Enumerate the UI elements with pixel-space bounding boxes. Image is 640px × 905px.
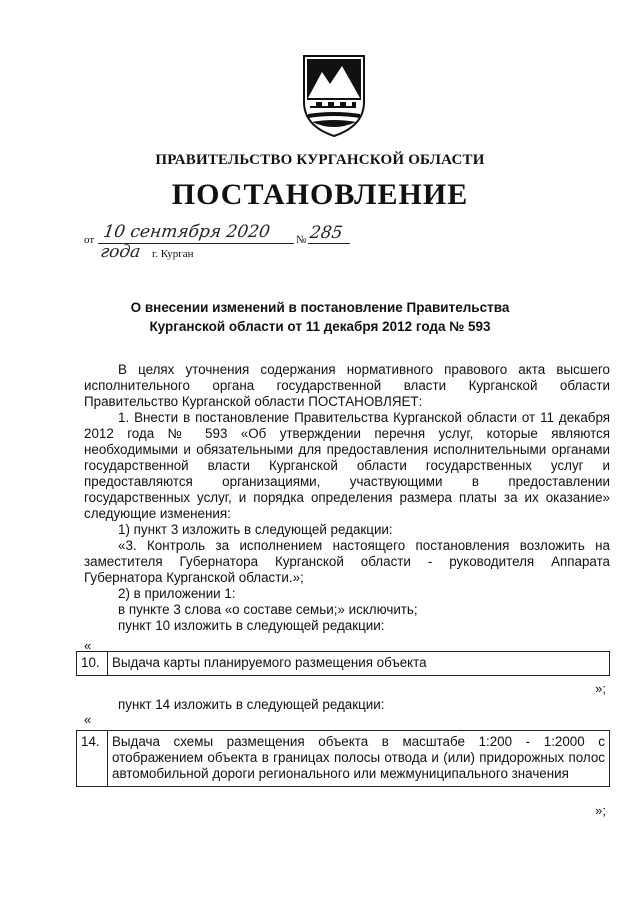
quote-open-1: « xyxy=(84,638,92,653)
date-underline xyxy=(98,243,294,244)
table-cell-number: 10. xyxy=(77,652,108,676)
table-row xyxy=(77,652,610,676)
table-cell-number: 14. xyxy=(77,731,108,787)
title-line-2: Курганской области от 11 декабря 2012 года № 593 xyxy=(149,319,491,334)
coat-of-arms-emblem xyxy=(298,52,370,138)
table-cell-text: Выдача схемы размещения объекта в масштабе 1:200 - 1:2000 с отображением объекта в границах полосы отвода и (или) придорожных полос автомобильной дороги регионального или межмуниципального значения xyxy=(108,731,610,787)
paragraph-preamble: В целях уточнения содержания нормативного правового акта высшего исполнительного органа государственной власти Курганской области Правительство Курганской области ПОСТАНОВЛЯЕТ: xyxy=(84,362,610,409)
amendment-table-14 xyxy=(76,730,610,787)
quote-close-1: »; xyxy=(595,681,606,696)
date-prefix: от xyxy=(84,234,95,246)
paragraph-item-1: 1. Внести в постановление Правительства Курганской области от 11 декабря 2012 года № 593 «Об утверждении перечня услуг, которые являются необходимыми и обязательными для предоставления исполнительными органами государственной власти Курганской области государственных услуг и предоставляются организациями, участвующими в предоставлении государственных услуг, и порядка определения размера платы за их оказание» следующие изменения: xyxy=(84,410,610,521)
amendment-table-10 xyxy=(76,651,610,676)
handwritten-date: 10 сентября 2020 года xyxy=(99,222,272,262)
handwritten-number: 285 xyxy=(308,223,344,243)
quote-close-2: »; xyxy=(595,803,606,818)
document-title xyxy=(0,298,640,336)
document-type-heading: ПОСТАНОВЛЕНИЕ xyxy=(171,178,469,211)
city-label: г. Курган xyxy=(152,248,194,260)
quote-open-2: « xyxy=(84,712,92,727)
table-cell-text: Выдача карты планируемого размещения объекта xyxy=(108,652,610,676)
paragraph-clause-14-intro: пункт 14 изложить в следующей редакции: xyxy=(118,697,385,712)
number-underline xyxy=(308,243,350,244)
number-prefix: № xyxy=(296,234,307,246)
paragraph-clause-3-change: в пункте 3 слова «о составе семьи;» исключить; xyxy=(118,602,418,617)
document-body xyxy=(84,362,610,634)
paragraph-subitem-2: 2) в приложении 1: xyxy=(118,586,236,601)
paragraph-new-clause-3: «3. Контроль за исполнением настоящего постановления возложить на заместителя Губернатора Курганской области - руководителя Аппарата Губернатора Курганской области.»; xyxy=(84,538,610,585)
paragraph-clause-10-intro: пункт 10 изложить в следующей редакции: xyxy=(118,618,385,633)
government-name: ПРАВИТЕЛЬСТВО КУРГАНСКОЙ ОБЛАСТИ xyxy=(155,152,485,168)
title-line-1: О внесении изменений в постановление Правительства xyxy=(130,300,510,315)
paragraph-subitem-1: 1) пункт 3 изложить в следующей редакции: xyxy=(118,522,393,537)
table-row xyxy=(77,731,610,787)
